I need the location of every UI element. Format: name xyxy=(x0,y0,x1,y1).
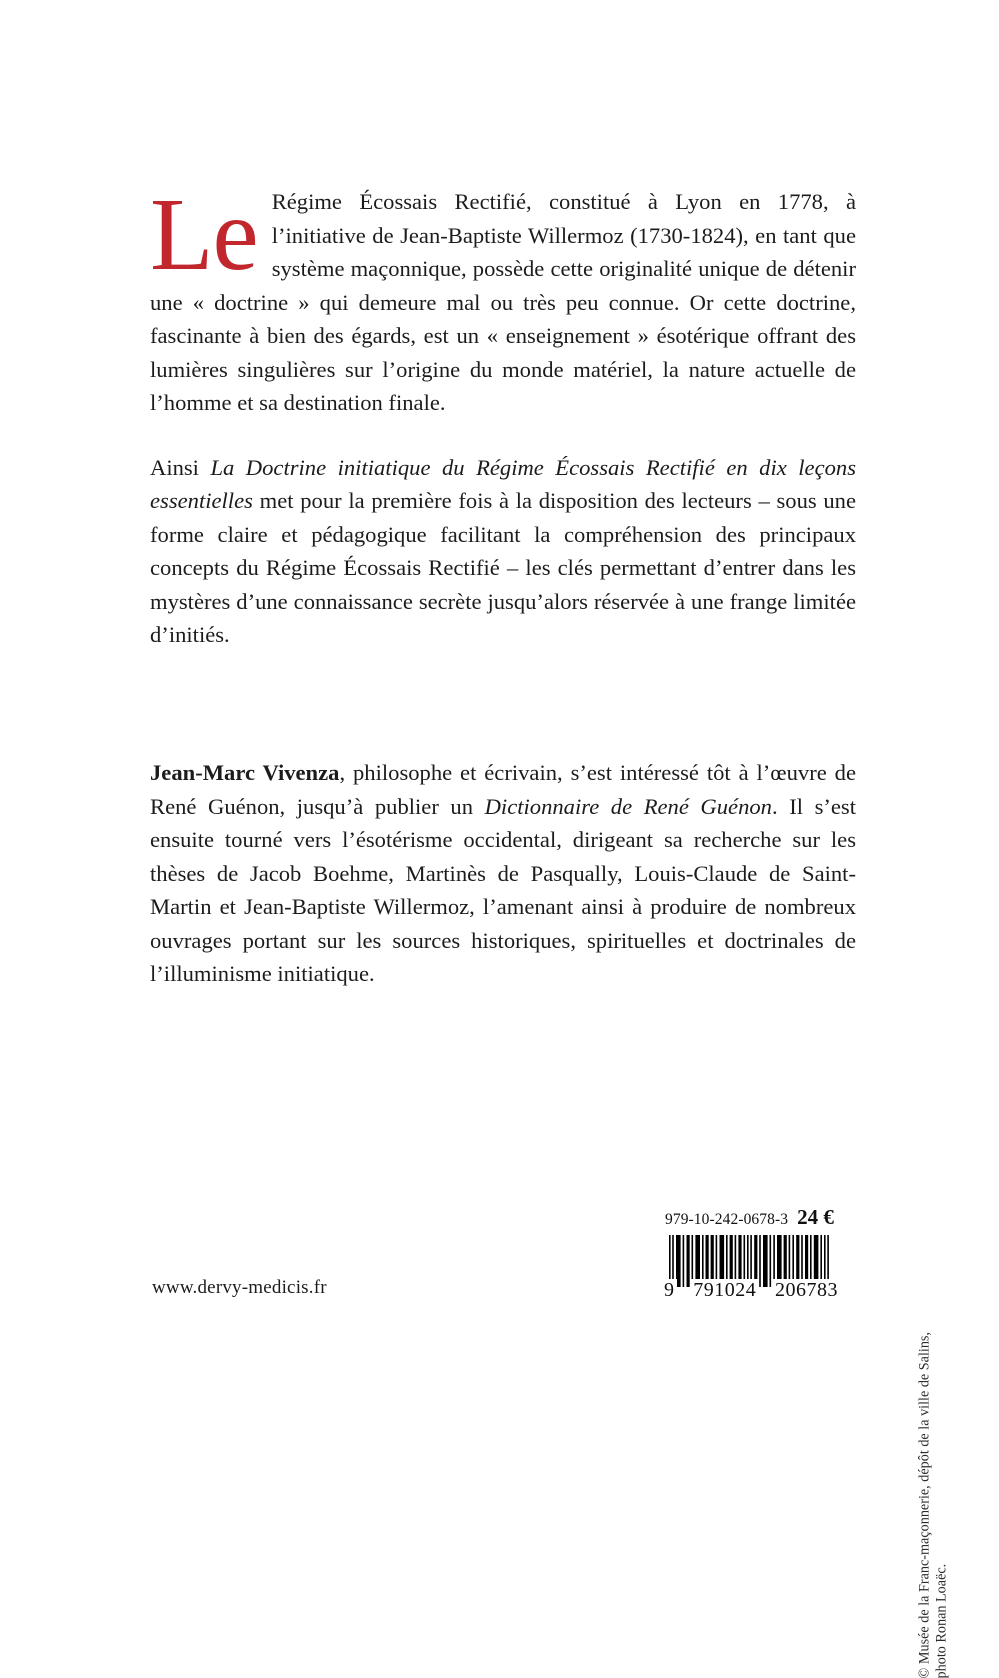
drop-cap-le: Le xyxy=(150,177,258,292)
barcode-digits xyxy=(665,1279,840,1302)
bio-book-reference: Dictionnaire de René Guénon xyxy=(484,793,772,819)
barcode-block xyxy=(665,1205,840,1302)
blurb-paragraph-2-suffix: met pour la première fois à la disposition des lecteurs – sous une forme claire et pédagogique facilitant la compréhension des principaux concepts du Régime Écossais Rectifié – les clés permettant d’entrer dans les mystères d’une connaissance secrète jusqu’alors réservée à une frange limitée d’initiés. xyxy=(150,488,856,647)
author-biography xyxy=(150,756,856,991)
barcode-digits-middle: 791024 xyxy=(693,1279,757,1301)
photo-credit-line-2: photo Ronan Loaëc. xyxy=(933,1563,949,1678)
photo-credit xyxy=(916,1332,949,1678)
price-label: 24 € xyxy=(797,1205,834,1229)
barcode-digits-right: 206783 xyxy=(775,1279,838,1301)
barcode-digit-prefix: 9 xyxy=(664,1279,675,1301)
author-name: Jean-Marc Vivenza xyxy=(150,760,340,785)
blurb-paragraph-1-text: Régime Écossais Rectifié, constitué à Lyon en 1778, à l’initiative de Jean-Baptiste Willermoz (1730-1824), en tant que système maçonnique, possède cette originalité unique de détenir une « doctrine » qui demeure mal ou très peu connue. Or cette doctrine, fascinante à bien des égards, est un « enseignement » ésotérique offrant des lumières singulières sur l’origine du monde matériel, la nature actuelle de l’homme et sa destination finale. xyxy=(150,189,856,415)
bio-text-part-2: . Il s’est ensuite tourné vers l’ésotérisme occidental, dirigeant sa recherche sur les thèses de Jacob Boehme, Martinès de Pasqually, Louis-Claude de Saint-Martin et Jean-Baptiste Willermoz, l’amenant ainsi à produire de nombreux ouvrages portant sur les sources historiques, spirituelles et doctrinales de l’illuminisme initiatique. xyxy=(150,793,856,986)
blurb-paragraph-1 xyxy=(150,177,856,420)
book-title-italic: La Doctrine initiatique du Régime Écossais Rectifié en dix leçons essentielles xyxy=(150,454,856,513)
bio-text-part-1: , philosophe et écrivain, s’est intéressé tôt à l’œuvre de René Guénon, jusqu’à publier un xyxy=(150,760,856,819)
blurb-paragraph-2 xyxy=(150,451,856,652)
blurb-section xyxy=(150,177,856,652)
publisher-website-link[interactable]: www.dervy-medicis.fr xyxy=(152,1277,327,1298)
blurb-paragraph-2-prefix: Ainsi xyxy=(150,454,211,480)
barcode-header xyxy=(665,1205,840,1230)
isbn-number: 979-10-242-0678-3 xyxy=(665,1211,789,1228)
photo-credit-line-1: © Musée de la Franc-maçonnerie, dépôt de la ville de Salins, xyxy=(916,1332,932,1678)
